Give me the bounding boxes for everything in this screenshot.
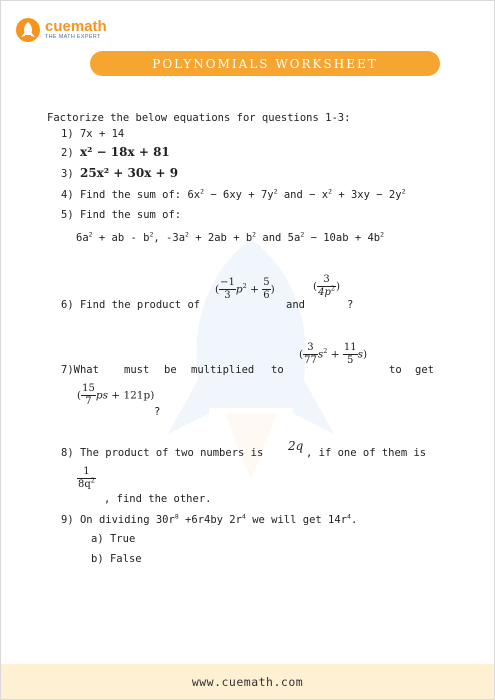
question-9: 9) On dividing $30r^8 +6r4by$ $2r^4$ we will get $14r^4$. [61, 512, 358, 526]
expression-part: , -3a [153, 232, 186, 244]
cuemath-logo [15, 17, 107, 43]
option-key: a) [91, 533, 104, 545]
word: must [124, 364, 150, 376]
question-5-expression [76, 231, 384, 245]
question-expression: 7x + 14 [79, 128, 125, 140]
title-banner [90, 51, 440, 76]
question-text-2: , if one of them is [306, 447, 427, 459]
exponent: 2 [273, 187, 278, 196]
question-expression: x² − 18x + 81 [79, 145, 170, 159]
exponent: 2 [88, 230, 93, 239]
fraction: $\frac{11}{5}$ [343, 342, 357, 366]
question-number: 4) [61, 189, 74, 201]
fraction: $\frac{3}{77}$ [304, 342, 317, 366]
word: to [389, 364, 402, 376]
option-a [91, 532, 135, 546]
expression-part: 6x [187, 189, 201, 201]
brand-name: cuemath [45, 18, 107, 35]
exponent: 2 [185, 230, 189, 239]
exponent: 2 [328, 187, 333, 196]
fraction-expression-2: ( $\frac{3}{4p^2}$ ) [313, 274, 341, 298]
question-1 [61, 127, 124, 141]
rocket-logo-icon [15, 17, 41, 43]
question-8 [61, 446, 263, 460]
expression-part: − 10ab + 4b [304, 232, 381, 244]
expression-part: 6a [76, 232, 89, 244]
question-text: Find the sum of: [79, 209, 182, 221]
word: get [415, 364, 434, 376]
option-key: b) [91, 553, 104, 565]
and-text: and [286, 299, 305, 311]
question-number: 2) [61, 147, 74, 159]
question-number: 7) [61, 364, 74, 376]
question-expression: 25x² + 30x + 9 [79, 166, 179, 180]
question-number: 6) [61, 299, 74, 311]
question-text: Find the sum of: [79, 189, 182, 201]
question-2 [61, 145, 170, 160]
question-number: 1) [61, 128, 74, 140]
option-b [91, 552, 142, 566]
question-text: The product of two numbers is [79, 447, 264, 459]
question-number: 5) [61, 209, 74, 221]
word: be [164, 364, 177, 376]
exponent: 2 [200, 187, 205, 196]
question-mark: ? [347, 299, 354, 311]
value-2q: 2q [288, 439, 304, 453]
question-3 [61, 166, 178, 181]
question-text: Find the product of [79, 299, 201, 311]
fraction: $\frac{15}{7}$ [82, 383, 95, 407]
fraction-expression-1: ( $\frac{-1}{3}$ $p^2$ + $\frac{5}{6}$ ) [215, 277, 275, 301]
exponent: 2 [380, 230, 385, 239]
fraction: $\frac{3}{4p^2}$ [318, 274, 336, 298]
page-title: POLYNOMIALS WORKSHEET [152, 56, 378, 71]
brand-tagline: THE MATH EXPERT [45, 34, 101, 40]
exponent: 2 [300, 230, 305, 239]
question-6 [61, 298, 200, 312]
word: to [271, 364, 284, 376]
fraction: $\frac{1}{8q^2}$ [78, 466, 95, 490]
fraction-expression-5 [77, 467, 96, 490]
expression-part: + 2ab + b [188, 232, 253, 244]
instruction-text: Factorize the below equations for questions 1-3: [47, 112, 351, 124]
exponent: 2 [149, 230, 154, 239]
question-7: 7)What [61, 364, 99, 376]
question-number: 3) [61, 168, 74, 180]
question-4 [61, 188, 405, 202]
question-5 [61, 208, 181, 222]
expression-part: + 3xy − 2y [332, 189, 402, 201]
expression-part: and − x [277, 189, 329, 201]
footer [1, 664, 494, 699]
question-number: 8) [61, 447, 74, 459]
option-label: True [109, 533, 136, 545]
option-label: False [109, 553, 142, 565]
question-mark: ? [154, 406, 161, 418]
question-number: 9) [61, 514, 74, 526]
fraction-expression-3: ( $\frac{3}{77}$ $s^2$ + $\frac{11}{5}$ s) [299, 342, 368, 366]
fraction-expression-4: ( $\frac{15}{7}$ ps + 121p) [77, 383, 155, 407]
word: multiplied [191, 364, 255, 376]
exponent: 2 [252, 230, 257, 239]
question-text-3: , find the other. [104, 493, 212, 505]
expression-part: − 6xy + 7y [204, 189, 274, 201]
footer-url[interactable]: www.cuemath.com [191, 674, 304, 689]
fraction: $\frac{-1}{3}$ [220, 277, 235, 301]
expression-part: and 5a [256, 232, 301, 244]
expression-part: + ab - b [92, 232, 150, 244]
exponent: 2 [401, 187, 406, 196]
fraction: $\frac{5}{6}$ [263, 277, 270, 301]
